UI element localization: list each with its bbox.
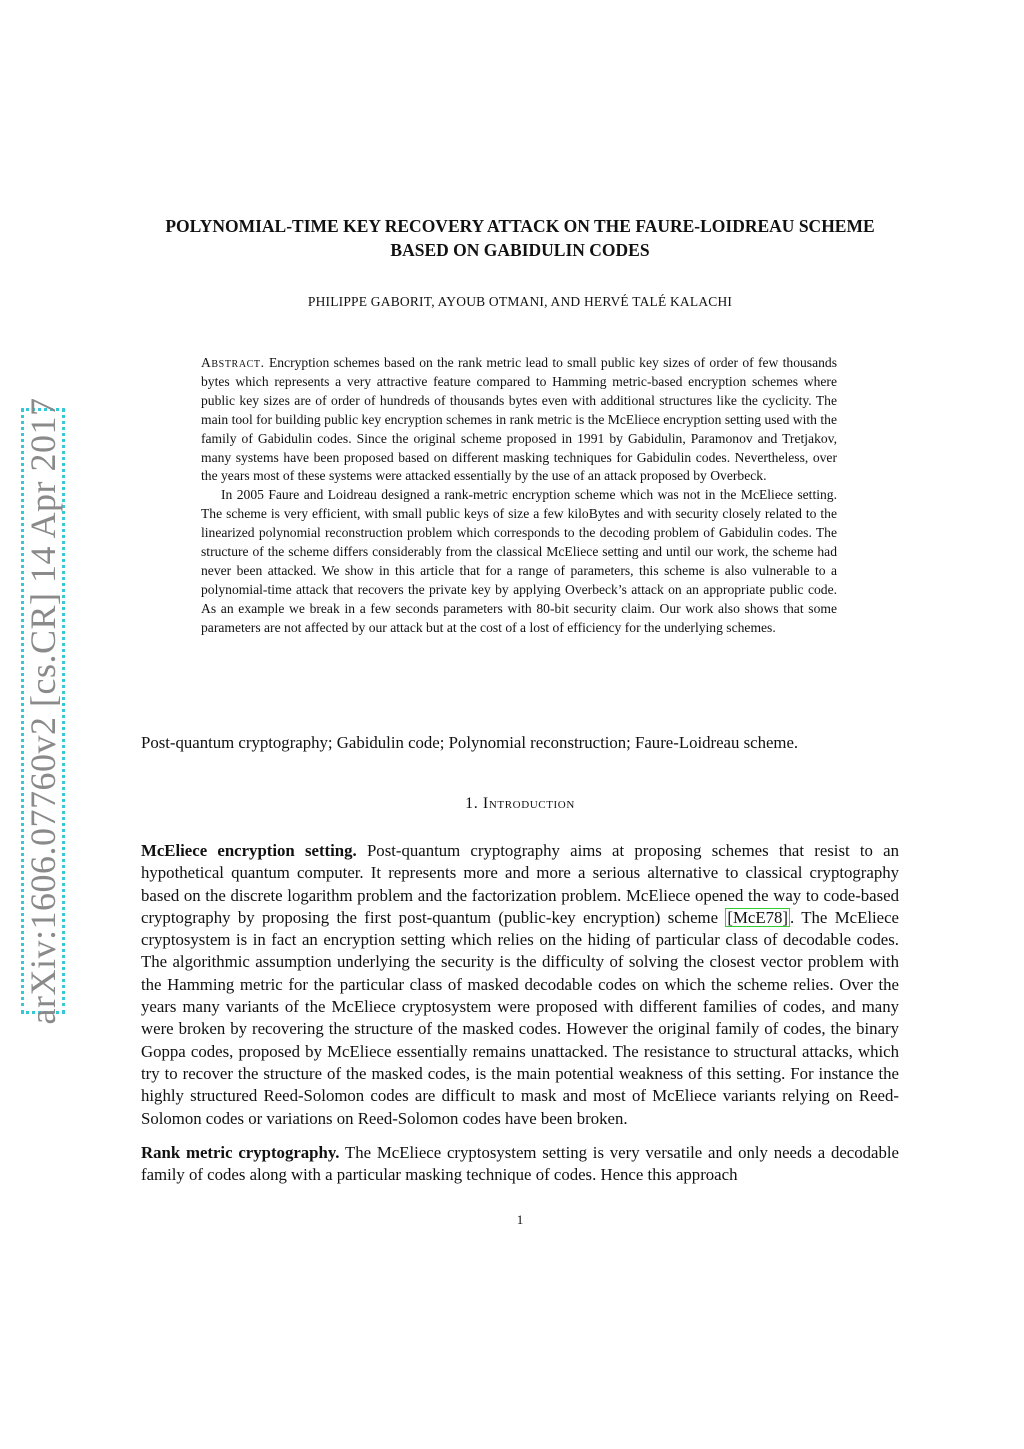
abstract — [201, 354, 837, 638]
paper-title: POLYNOMIAL-TIME KEY RECOVERY ATTACK ON THE FAURE-LOIDREAU SCHEME BASED ON GABIDULIN CODES — [165, 216, 875, 260]
paper-authors: PHILIPPE GABORIT, AYOUB OTMANI, AND HERVÉ TALÉ KALACHI — [307, 294, 733, 309]
arxiv-identifier[interactable]: arXiv:1606.07760v2 [cs.CR] 14 Apr 2017 — [23, 397, 63, 1025]
paragraph-heading-rank-metric: Rank metric cryptography. — [141, 1142, 340, 1162]
body-text — [141, 840, 899, 1198]
page-number: 1 — [516, 1212, 524, 1227]
arxiv-stamp[interactable] — [21, 397, 65, 1025]
section-title: Introduction — [482, 795, 575, 812]
citation-link-mce78[interactable]: [McE78] — [727, 907, 789, 927]
paragraph-text-mceliece-1: Post-quantum cryptography aims at proposing schemes that resist to an hypothetical quantum computer. It represents more and more a serious alternative to classical cryptography based on the discrete logarithm problem and the factorization problem. McEliece opened the way to code-based cryptography by proposing the first post-quantum (public-key encryption) scheme — [141, 841, 900, 927]
citation-label: McE78 — [733, 907, 783, 927]
paragraph-rank-metric — [141, 1142, 899, 1187]
abstract-paragraph-1 — [201, 354, 837, 486]
section-number: 1. — [465, 795, 479, 812]
abstract-text-1: Encryption schemes based on the rank metric lead to small public key sizes of order of few thousands bytes which represents a very attractive feature compared to Hamming metric-based encryption schemes where public key sizes are of order of hundreds of thousands bytes even with additional structures like the cyclicity. The main tool for building public key encryption schemes in rank metric is the McEliece encryption setting used with the family of Gabidulin codes. Since the original scheme proposed in 1991 by Gabidulin, Paramonov and Tretjakov, many systems have been proposed based on different masking techniques for Gabidulin codes. Nevertheless, over the years most of these systems were attacked essentially by the use of an attack proposed by Overbeck. — [201, 355, 838, 484]
paragraph-text-mceliece-2: . The McEliece cryptosystem is in fact an encryption setting which relies on the hiding of particular class of decodable codes. The algorithmic assumption underlying the security is the difficulty of solving the closest vector problem with the Hamming metric for the particular class of masked decodable codes on which the scheme relies. Over the years many variants of the McEliece cryptosystem were proposed with different families of codes, and many were broken by recovering the structure of the masked codes. However the original family of codes, the binary Goppa codes, proposed by McEliece essentially remains unattacked. The resistance to structural attacks, which try to recover the structure of the masked codes, is the main potential weakness of this setting. For instance the highly structured Reed-Solomon codes are difficult to mask and most of McEliece variants relying on Reed-Solomon codes or variations on Reed-Solomon codes have been broken. — [141, 907, 899, 1128]
paragraph-mceliece — [141, 840, 899, 1130]
section-heading — [141, 795, 899, 813]
paragraph-text-rank-metric: The McEliece cryptosystem setting is very versatile and only needs a decodable family of codes along with a particular masking technique of codes. Hence this approach — [141, 1142, 899, 1185]
abstract-paragraph-2: In 2005 Faure and Loidreau designed a rank-metric encryption scheme which was not in the McEliece setting. The scheme is very efficient, with small public keys of size a few kiloBytes and with security closely related to the linearized polynomial reconstruction problem which corresponds to the decoding problem of Gabidulin codes. The structure of the scheme differs considerably from the classical McEliece setting and until our work, the scheme had never been attacked. We show in this article that for a range of parameters, this scheme is also vulnerable to a polynomial-time attack that recovers the private key by applying Overbeck’s attack on an appropriate public code. As an example we break in a few seconds parameters with 80-bit security claim. Our work also shows that some parameters are not affected by our attack but at the cost of a lost of efficiency for the underlying schemes. — [201, 487, 837, 635]
abstract-label: Abstract. — [201, 355, 265, 370]
paragraph-heading-mceliece: McEliece encryption setting. — [141, 841, 357, 860]
keywords: Post-quantum cryptography; Gabidulin code; Polynomial reconstruction; Faure-Loidreau scheme. — [141, 733, 799, 752]
